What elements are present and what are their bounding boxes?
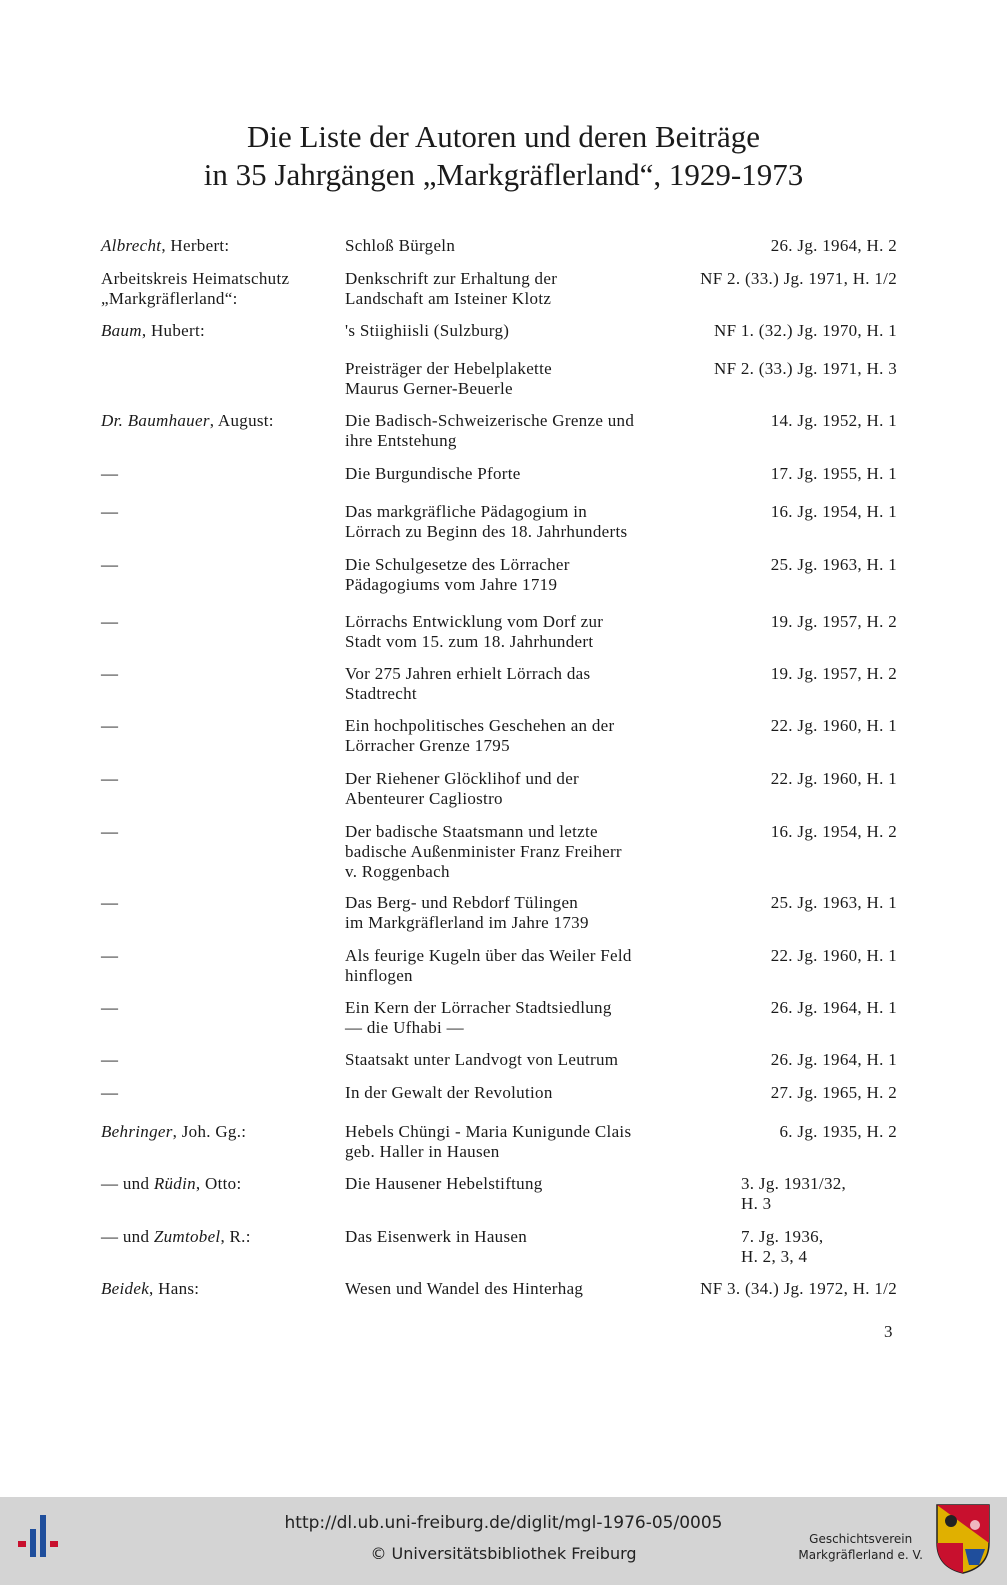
ditto-dash: — [101,822,119,841]
ditto-dash: — [101,664,119,683]
author-surname: Dr. Baumhauer [101,411,210,430]
ditto-dash: — [101,502,119,521]
author-name [101,612,331,632]
work-title-line: In der Gewalt der Revolution [345,1083,553,1102]
issue-reference [682,502,897,522]
society-name [798,1531,923,1563]
work-title-line: Stadt vom 15. zum 18. Jahrhundert [345,632,594,651]
issue-reference-line: H. 3 [741,1194,772,1213]
issue-reference [682,236,897,256]
footer-bar [0,1497,1007,1585]
work-title-line: Maurus Gerner-Beuerle [345,379,513,398]
society-line-1: Geschichtsverein [809,1532,913,1546]
work-title-line: Das Eisenwerk in Hausen [345,1227,528,1246]
issue-reference-line: 27. Jg. 1965, H. 2 [770,1083,897,1102]
work-title [345,269,680,309]
author-surname: Rüdin [153,1174,196,1193]
issue-reference [682,1122,897,1142]
work-title-line: Der badische Staatsmann und letzte [345,822,598,841]
author-surname: Zumtobel [153,1227,221,1246]
issue-reference [682,893,897,913]
ditto-dash: — [101,464,119,483]
issue-reference-line: 14. Jg. 1952, H. 1 [770,411,897,430]
author-given-name: , Hans: [149,1279,200,1298]
author-surname: Behringer [101,1122,173,1141]
issue-reference [682,1050,897,1070]
author-given-name: , R.: [220,1227,251,1246]
author-name [101,1122,331,1142]
issue-reference-line: 19. Jg. 1957, H. 2 [770,664,897,683]
issue-reference [682,555,897,575]
issue-reference-line: 7. Jg. 1936, [741,1227,824,1246]
work-title-line: badische Außenminister Franz Freiherr [345,842,622,861]
issue-reference-line: 19. Jg. 1957, H. 2 [770,612,897,631]
work-title-line: geb. Haller in Hausen [345,1142,500,1161]
issue-reference [682,769,897,789]
work-title [345,464,680,484]
work-title-line: Die Burgundische Pforte [345,464,521,483]
issue-reference-line: H. 2, 3, 4 [741,1247,808,1266]
coat-of-arms-icon [935,1503,991,1575]
work-title [345,946,680,986]
work-title-line: hinflogen [345,966,413,985]
author-line: „Markgräflerland“: [101,289,238,308]
issue-reference [682,464,897,484]
author-name [101,998,331,1018]
issue-reference-line: 3. Jg. 1931/32, [741,1174,847,1193]
work-title [345,1122,680,1162]
issue-reference-line: 26. Jg. 1964, H. 1 [770,998,897,1017]
work-title [345,1083,680,1103]
issue-reference-line: 26. Jg. 1964, H. 2 [770,236,897,255]
work-title-line: Die Badisch-Schweizerische Grenze und [345,411,635,430]
work-title [345,893,680,933]
author-name [101,411,331,431]
work-title-line: Das markgräfliche Pädagogium in [345,502,588,521]
author-given-name: , Joh. Gg.: [172,1122,247,1141]
work-title-line: Denkschrift zur Erhaltung der [345,269,558,288]
issue-reference-line: 22. Jg. 1960, H. 1 [770,946,897,965]
work-title [345,1050,680,1070]
work-title-line: Das Berg- und Rebdorf Tülingen [345,893,579,912]
work-title-line: Die Hausener Hebelstiftung [345,1174,543,1193]
work-title [345,502,680,542]
author-name [101,1083,331,1103]
title-line-1: Die Liste der Autoren und deren Beiträge [246,119,761,154]
work-title-line: v. Roggenbach [345,862,450,881]
work-title-line: Schloß Bürgeln [345,236,456,255]
work-title-line: Preisträger der Hebelplakette [345,359,552,378]
issue-reference [682,664,897,684]
issue-reference [682,716,897,736]
work-title [345,1174,680,1194]
author-name [101,464,331,484]
ditto-dash: — [101,998,119,1017]
issue-reference [682,1083,897,1103]
author-prefix: — und [101,1174,154,1193]
work-title-line: Als feurige Kugeln über das Weiler Feld [345,946,632,965]
author-surname: Beidek [101,1279,150,1298]
work-title-line: Pädagogiums vom Jahre 1719 [345,575,558,594]
page-title [0,118,1007,194]
author-name [101,946,331,966]
work-title [345,555,680,595]
ditto-dash: — [101,716,119,735]
author-name [101,893,331,913]
issue-reference [682,612,897,632]
work-title [345,998,680,1038]
footer-copyright: © Universitätsbibliothek Freiburg [370,1544,637,1563]
footer-url-link[interactable]: http://dl.ub.uni-freiburg.de/diglit/mgl-1976-05/0005 [284,1513,723,1533]
issue-reference-line: 17. Jg. 1955, H. 1 [770,464,897,483]
author-surname: Baum [101,321,142,340]
work-title [345,321,680,341]
author-given-name: , Herbert: [161,236,230,255]
author-given-name: , Otto: [195,1174,242,1193]
work-title-line: im Markgräflerland im Jahre 1739 [345,913,589,932]
issue-reference [741,1227,901,1267]
issue-reference-line: 22. Jg. 1960, H. 1 [770,769,897,788]
issue-reference [682,1279,897,1299]
issue-reference-line: NF 2. (33.) Jg. 1971, H. 1/2 [700,269,897,288]
issue-reference [682,269,897,289]
work-title [345,664,680,704]
work-title-line: Vor 275 Jahren erhielt Lörrach das [345,664,591,683]
work-title [345,822,680,882]
work-title-line: Lörracher Grenze 1795 [345,736,510,755]
work-title-line: Landschaft am Isteiner Klotz [345,289,552,308]
issue-reference-line: 26. Jg. 1964, H. 1 [770,1050,897,1069]
author-surname: Albrecht [101,236,162,255]
work-title [345,1227,680,1247]
issue-reference-line: 6. Jg. 1935, H. 2 [779,1122,897,1141]
author-prefix: — und [101,1227,154,1246]
work-title [345,716,680,756]
issue-reference [682,359,897,379]
work-title [345,236,680,256]
author-name [101,1050,331,1070]
work-title-line: Hebels Chüngi - Maria Kunigunde Clais [345,1122,632,1141]
work-title-line: Stadtrecht [345,684,417,703]
ditto-dash: — [101,1050,119,1069]
issue-reference-line: 25. Jg. 1963, H. 1 [770,893,897,912]
work-title-line: Ein hochpolitisches Geschehen an der [345,716,615,735]
author-name [101,1279,331,1299]
author-name [101,716,331,736]
work-title-line: Wesen und Wandel des Hinterhag [345,1279,584,1298]
author-name [101,1227,331,1247]
work-title [345,1279,680,1299]
issue-reference-line: NF 2. (33.) Jg. 1971, H. 3 [714,359,897,378]
author-name [101,236,331,256]
issue-reference [682,822,897,842]
issue-reference [682,946,897,966]
work-title [345,769,680,809]
ditto-dash: — [101,1083,119,1102]
author-line: Arbeitskreis Heimatschutz [101,269,290,288]
work-title-line: — die Ufhabi — [345,1018,464,1037]
work-title-line: Der Riehener Glöcklihof und der [345,769,580,788]
work-title [345,411,680,451]
author-given-name: , August: [209,411,274,430]
issue-reference [682,411,897,431]
issue-reference-line: NF 3. (34.) Jg. 1972, H. 1/2 [700,1279,897,1298]
author-given-name: , Hubert: [141,321,206,340]
work-title-line: Ein Kern der Lörracher Stadtsiedlung [345,998,612,1017]
work-title-line: Lörrachs Entwicklung vom Dorf zur [345,612,604,631]
work-title-line: Staatsakt unter Landvogt von Leutrum [345,1050,619,1069]
society-line-2: Markgräflerland e. V. [798,1548,923,1562]
work-title [345,359,680,399]
ditto-dash: — [101,769,119,788]
work-title [345,612,680,652]
author-name [101,269,331,309]
ditto-dash: — [101,893,119,912]
author-name [101,822,331,842]
author-name [101,502,331,522]
issue-reference [682,998,897,1018]
issue-reference-line: 22. Jg. 1960, H. 1 [770,716,897,735]
work-title-line: 's Stiighiisli (Sulzburg) [345,321,510,340]
issue-reference-line: 25. Jg. 1963, H. 1 [770,555,897,574]
work-title-line: Die Schulgesetze des Lörracher [345,555,570,574]
author-name [101,1174,331,1194]
author-name [101,555,331,575]
work-title-line: Abenteurer Cagliostro [345,789,503,808]
work-title-line: ihre Entstehung [345,431,457,450]
ditto-dash: — [101,612,119,631]
author-name [101,664,331,684]
ditto-dash: — [101,946,119,965]
author-name [101,321,331,341]
issue-reference [741,1174,901,1214]
issue-reference-line: 16. Jg. 1954, H. 2 [770,822,897,841]
title-line-2: in 35 Jahrgängen „Markgräflerland“, 1929-1973 [203,157,804,192]
author-name [101,769,331,789]
issue-reference-line: NF 1. (32.) Jg. 1970, H. 1 [714,321,897,340]
issue-reference-line: 16. Jg. 1954, H. 1 [770,502,897,521]
ditto-dash: — [101,555,119,574]
work-title-line: Lörrach zu Beginn des 18. Jahrhunderts [345,522,628,541]
issue-reference [682,321,897,341]
page-number: 3 [884,1322,893,1341]
